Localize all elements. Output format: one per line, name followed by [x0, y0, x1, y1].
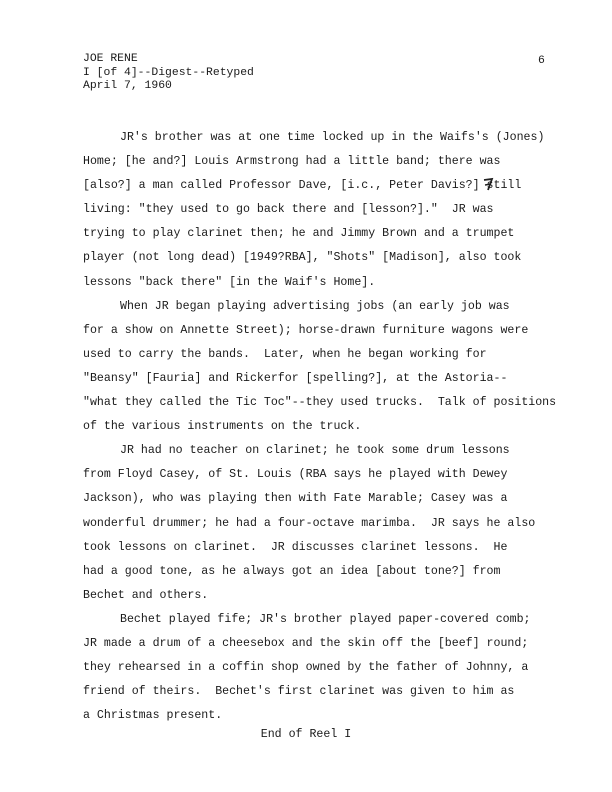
text-line: wonderful drummer; he had a four-octave marimba. JR says he also	[83, 516, 536, 530]
text-line: player (not long dead) [1949?RBA], "Shots" [Madison], also took	[83, 251, 522, 265]
document-body	[83, 126, 588, 728]
text-line: had a good tone, as he always got an idea [about tone?] from	[83, 564, 501, 578]
text-line: When JR began playing advertising jobs (an early job was	[120, 299, 510, 313]
text-line: took lessons on clarinet. JR discusses clarinet lessons. He	[83, 540, 508, 554]
page-number: 6	[538, 55, 545, 67]
text-line: of the various instruments on the truck.	[83, 420, 362, 434]
text-line: [also?] a man called Professor Dave, [i.c., Peter Davis?] still	[83, 179, 522, 193]
text-line: Bechet and others.	[83, 588, 209, 602]
end-of-reel-label: End of Reel I	[260, 728, 352, 741]
paragraph	[83, 295, 588, 440]
text-line: living: "they used to go back there and [lesson?]." JR was	[83, 203, 494, 217]
text-line: a Christmas present.	[83, 709, 223, 723]
document-header	[83, 53, 254, 94]
text-line: from Floyd Casey, of St. Louis (RBA says he played with Dewey	[83, 468, 508, 482]
text-line: lessons "back there" [in the Waif's Home].	[83, 275, 376, 289]
text-line: JR had no teacher on clarinet; he took some drum lessons	[120, 444, 510, 458]
text-line: Bechet played fife; JR's brother played paper-covered comb;	[120, 612, 531, 626]
text-line: friend of theirs. Bechet's first clarinet was given to him as	[83, 685, 515, 699]
text-line: for a show on Annette Street); horse-drawn furniture wagons were	[83, 323, 529, 337]
header-date: April 7, 1960	[83, 80, 172, 92]
paragraph	[83, 608, 588, 728]
text-line: "what they called the Tic Toc"--they used trucks. Talk of positions	[83, 396, 557, 410]
text-line: JR's brother was at one time locked up in the Waifs's (Jones)	[120, 131, 545, 144]
header-reel-info: I [of 4]--Digest--Retyped	[83, 66, 254, 79]
text-line: "Beansy" [Fauria] and Rickerfor [spelling?], at the Astoria--	[83, 371, 508, 385]
text-line: trying to play clarinet then; he and Jimmy Brown and a trumpet	[83, 227, 515, 241]
paragraph	[83, 126, 588, 295]
text-line: Jackson), who was playing then with Fate Marable; Casey was a	[83, 492, 508, 506]
text-line: JR made a drum of a cheesebox and the skin off the [beef] round;	[83, 636, 529, 650]
text-line: Home; [he and?] Louis Armstrong had a little band; there was	[83, 155, 501, 169]
text-line: used to carry the bands. Later, when he began working for	[83, 347, 487, 361]
paragraph	[83, 439, 588, 608]
text-line: they rehearsed in a coffin shop owned by the father of Johnny, a	[83, 661, 529, 675]
header-name: JOE RENE	[83, 53, 138, 65]
